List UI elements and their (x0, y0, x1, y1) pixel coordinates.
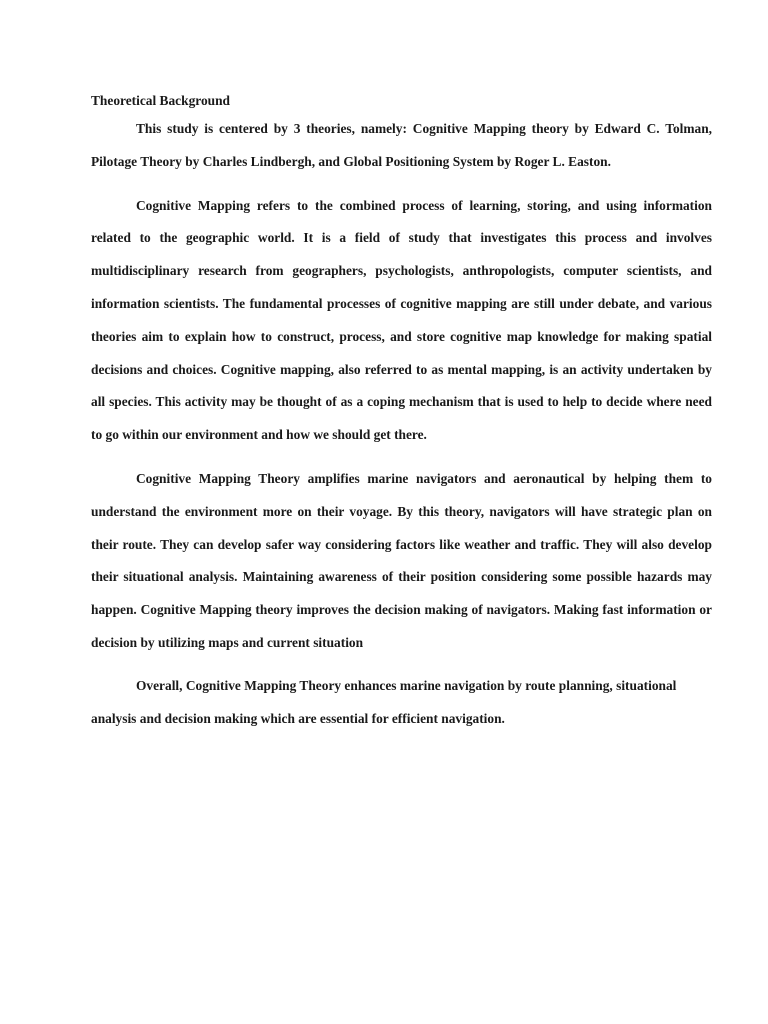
paragraph-cognitive-mapping-navigation: Cognitive Mapping Theory amplifies marine navigators and aeronautical by helping them to understand the environment more on their voyage. By this theory, navigators will have strategic plan on their route. They can develop safer way considering factors like weather and traffic. They will also develop their situational analysis. Maintaining awareness of their position considering some possible hazards may happen. Cognitive Mapping theory improves the decision making of navigators. Making fast information or decision by utilizing maps and current situation (91, 470, 712, 650)
section-heading: Theoretical Background (91, 93, 230, 108)
paragraph-theories-intro: This study is centered by 3 theories, namely: Cognitive Mapping theory by Edward C. Tolman, Pilotage Theory by Charles Lindbergh, and Global Positioning System by Roger L. Easton. (91, 121, 712, 169)
paragraph-cognitive-mapping-definition: Cognitive Mapping refers to the combined process of learning, storing, and using information related to the geographic world. It is a field of study that investigates this process and involves multidisciplinary research from geographers, psychologists, anthropologists, computer scientists, and information scientists. The fundamental processes of cognitive mapping are still under debate, and various theories aim to explain how to construct, process, and store cognitive map knowledge for making spatial decisions and choices. Cognitive mapping, also referred to as mental mapping, is an activity undertaken by all species. This activity may be thought of as a coping mechanism that is used to help to decide where need to go within our environment and how we should get there. (91, 197, 712, 443)
paragraph-conclusion: Overall, Cognitive Mapping Theory enhances marine navigation by route planning, situational analysis and decision making which are essential for efficient navigation. (91, 677, 677, 726)
document-body (91, 92, 712, 735)
